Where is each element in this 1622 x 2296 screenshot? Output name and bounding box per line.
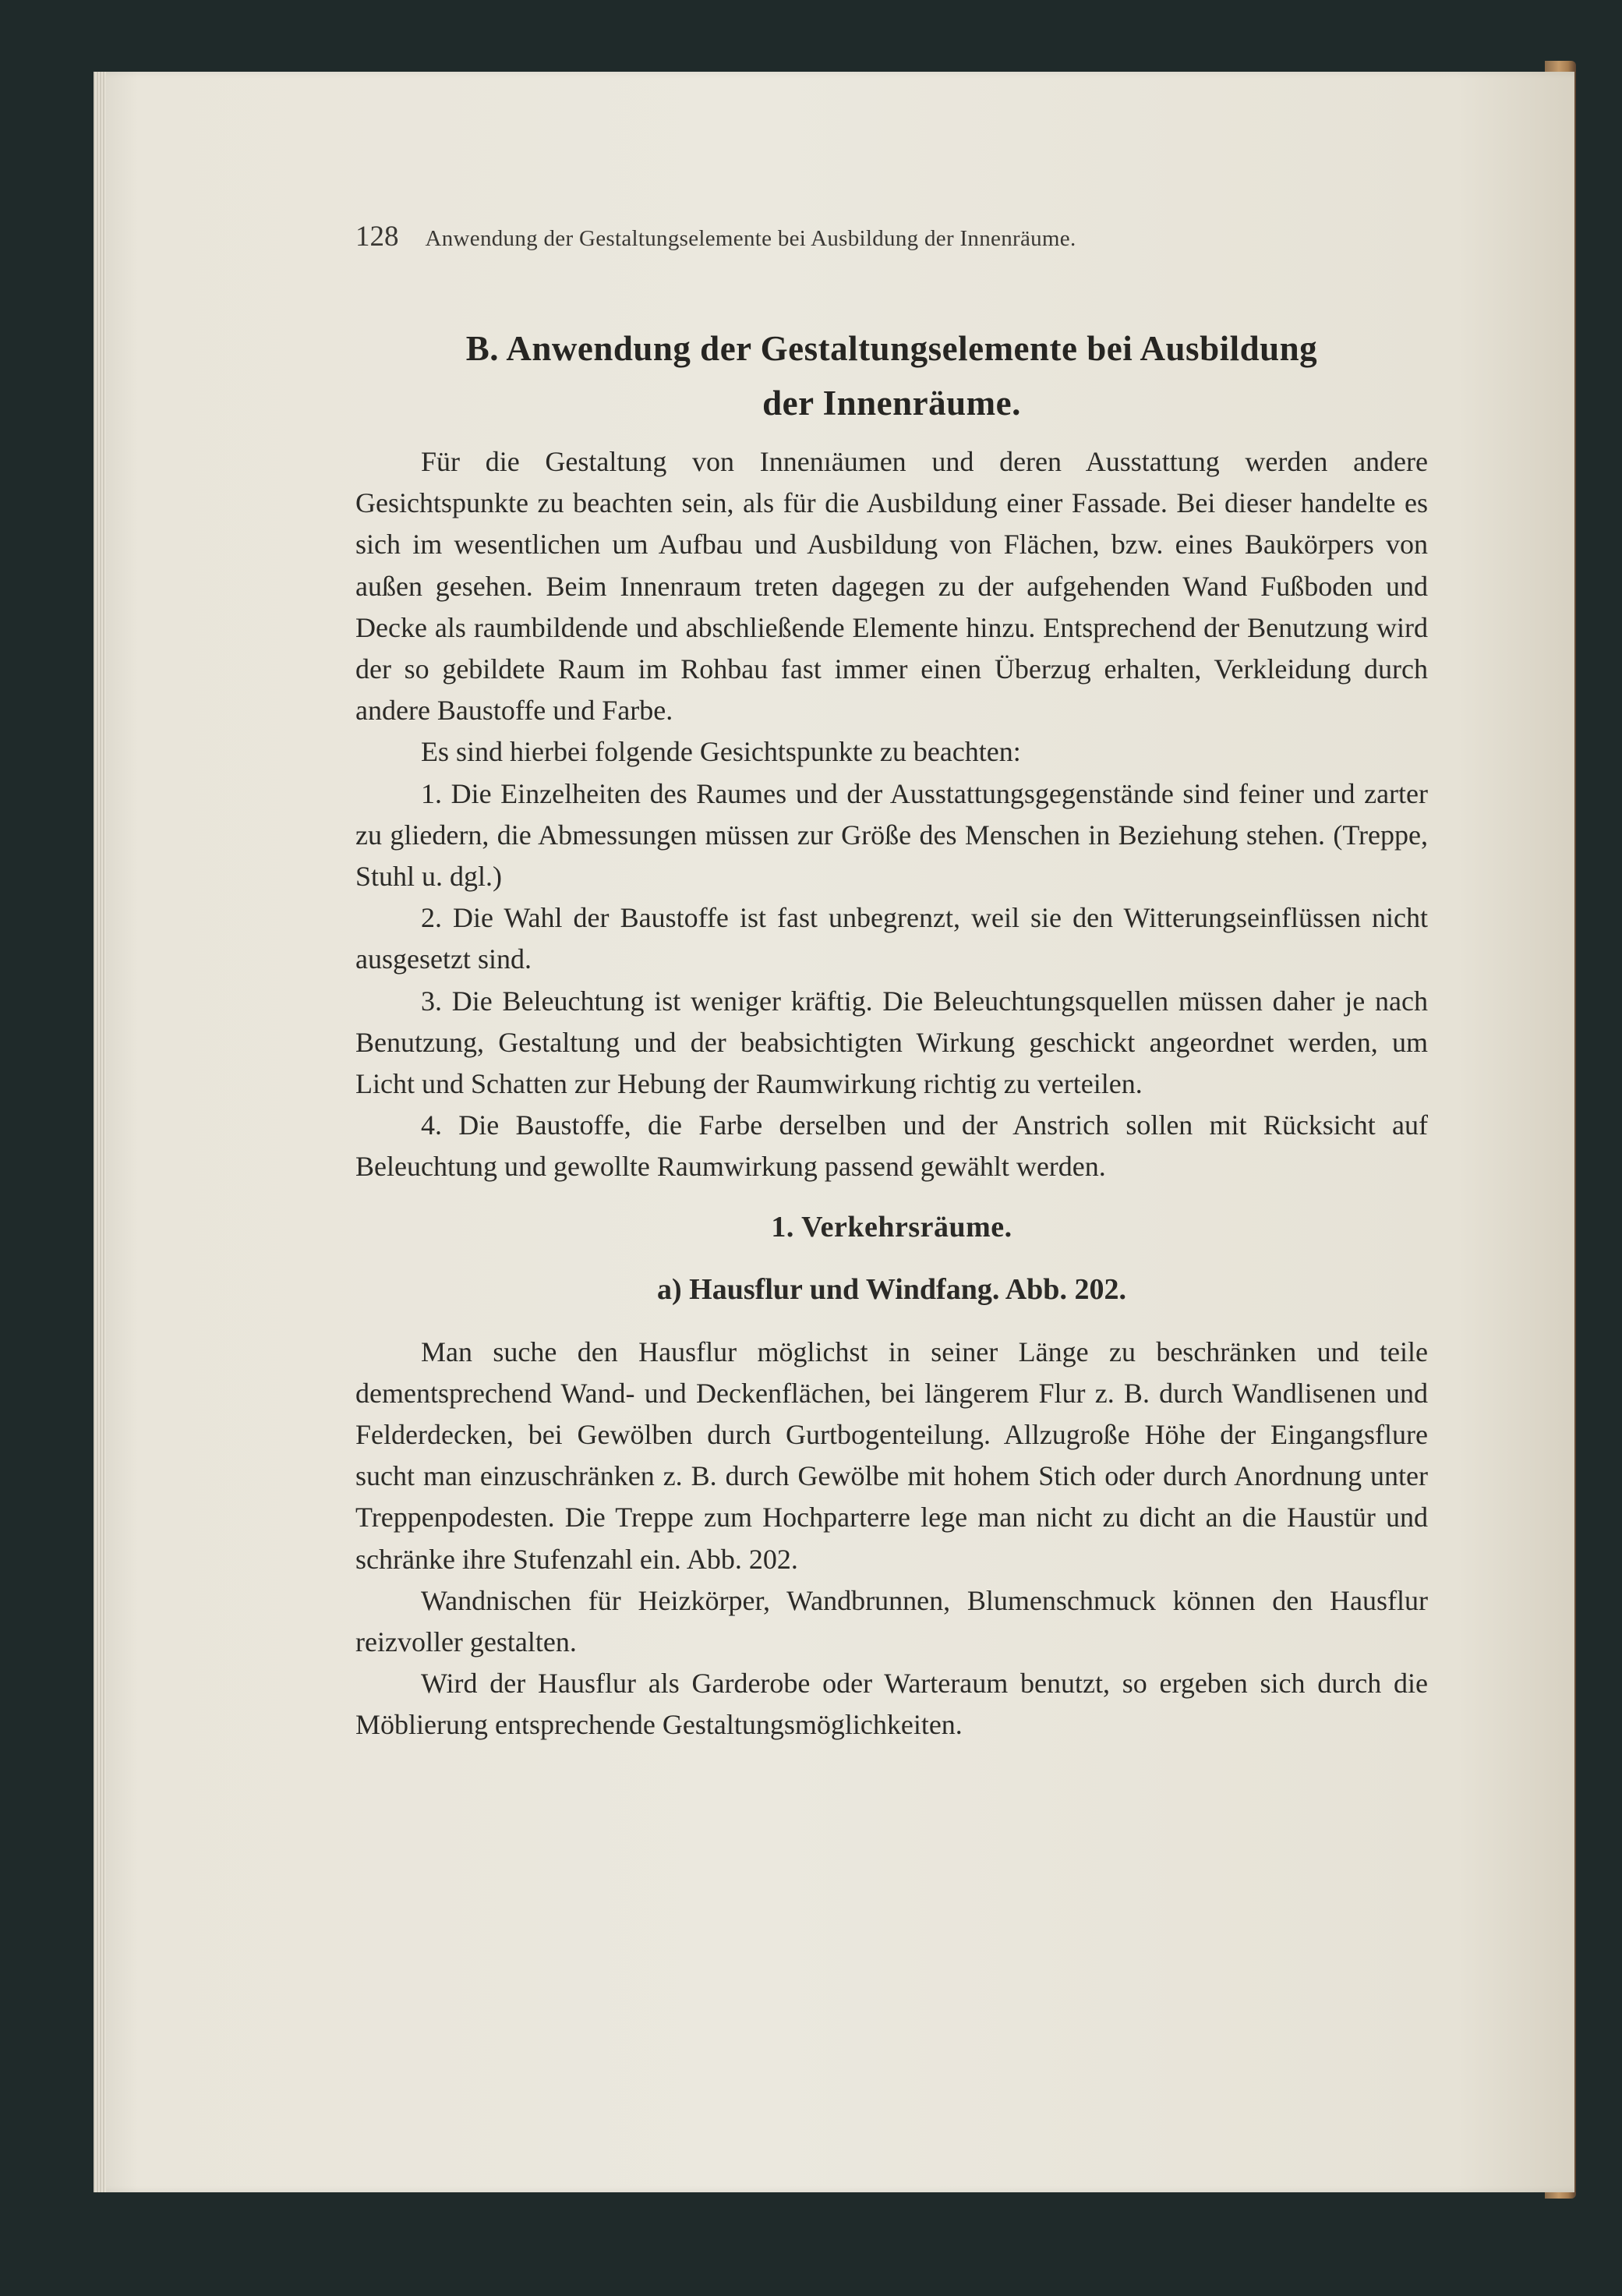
list-item-3: 3. Die Beleuchtung ist weniger kräftig. Die Beleuchtungsquellen müssen daher je nach Benutzung, Gestaltung und der beabsichtigten Wirkung geschickt angeordnet werden, um Licht und Schatten zur Hebung der Raumwirkung richtig zu verteilen. bbox=[355, 985, 1428, 1100]
running-title: Anwendung der Gestaltungselemente bei Ausbildung der Innenräume. bbox=[425, 226, 1076, 251]
page-number: 128 bbox=[355, 221, 399, 253]
subheading-hausflur: a) Hausflur und Windfang. Abb. 202. bbox=[657, 1272, 1126, 1306]
paragraph-intro: Für die Gestaltung von Innenıäumen und deren Ausstattung werden andere Gesichtspunkte zu beachten sein, als für die Ausbildung einer Fassade. Bei dieser handelte es sich im wesentlichen um Aufbau und Ausbildung von Flächen, bzw. eines Baukörpers von außen gesehen. Beim Innenraum treten dagegen zu der aufgehenden Wand Fußboden und Decke als raumbildende und abschließende Elemente hinzu. Entsprechend der Benutzung wird der so gebildete Raum im Rohbau fast immer einen Überzug erhalten, Verkleidung durch andere Baustoffe und Farbe. bbox=[355, 446, 1428, 727]
list-item-4: 4. Die Baustoffe, die Farbe derselben und der Anstrich sollen mit Rücksicht auf Beleuchtung und gewollte Raumwirkung passend gewählt werden. bbox=[355, 1109, 1428, 1183]
paragraph-hausflur: Man suche den Hausflur möglichst in seiner Länge zu beschränken und teile dementsprechend Wand- und Deckenflächen, bei längerem Flur z. B. durch Wandlisenen und Felderdecken, bei Gewölben durch Gurtbogenteilung. Allzugroße Höhe der Eingangsflure sucht man einzuschränken z. B. durch Gewölbe mit hohem Stich oder durch Anordnung unter Treppenpodesten. Die Treppe zum Hochparterre lege man nicht zu dicht an die Haustür und schränke ihre Stufenzahl ein. Abb. 202. bbox=[355, 1336, 1428, 1575]
section-title bbox=[355, 321, 1428, 430]
paragraph-criteria: Es sind hierbei folgende Gesichtspunkte zu beachten: bbox=[421, 736, 1021, 768]
section-title-line-1: B. Anwendung der Gestaltungselemente bei Ausbildung bbox=[465, 329, 1318, 368]
list-item-1: 1. Die Einzelheiten des Raumes und der Ausstattungsgegenstände sind feiner und zarter zu gliedern, die Abmessungen müssen zur Größe des Menschen in Beziehung stehen. (Treppe, Stuhl u. dgl.) bbox=[355, 777, 1428, 893]
list-item-2: 2. Die Wahl der Baustoffe ist fast unbegrenzt, weil sie den Witterungseinflüssen nicht ausgesetzt sind. bbox=[355, 902, 1428, 975]
section-title-line-2: der Innenräume. bbox=[762, 384, 1021, 423]
page-content bbox=[355, 321, 1428, 1746]
running-header bbox=[355, 220, 1431, 253]
subheading-verkehrsraeume: 1. Verkehrsräume. bbox=[771, 1210, 1012, 1244]
page-edge bbox=[94, 72, 106, 2192]
paragraph-garderobe: Wird der Hausflur als Garderobe oder Warteraum benutzt, so ergeben sich durch die Möblierung entsprechende Gestaltungsmöglichkeiten. bbox=[355, 1668, 1428, 1741]
paragraph-wandnischen: Wandnischen für Heizkörper, Wandbrunnen, Blumenschmuck können den Hausflur reizvoller gestalten. bbox=[355, 1584, 1428, 1658]
